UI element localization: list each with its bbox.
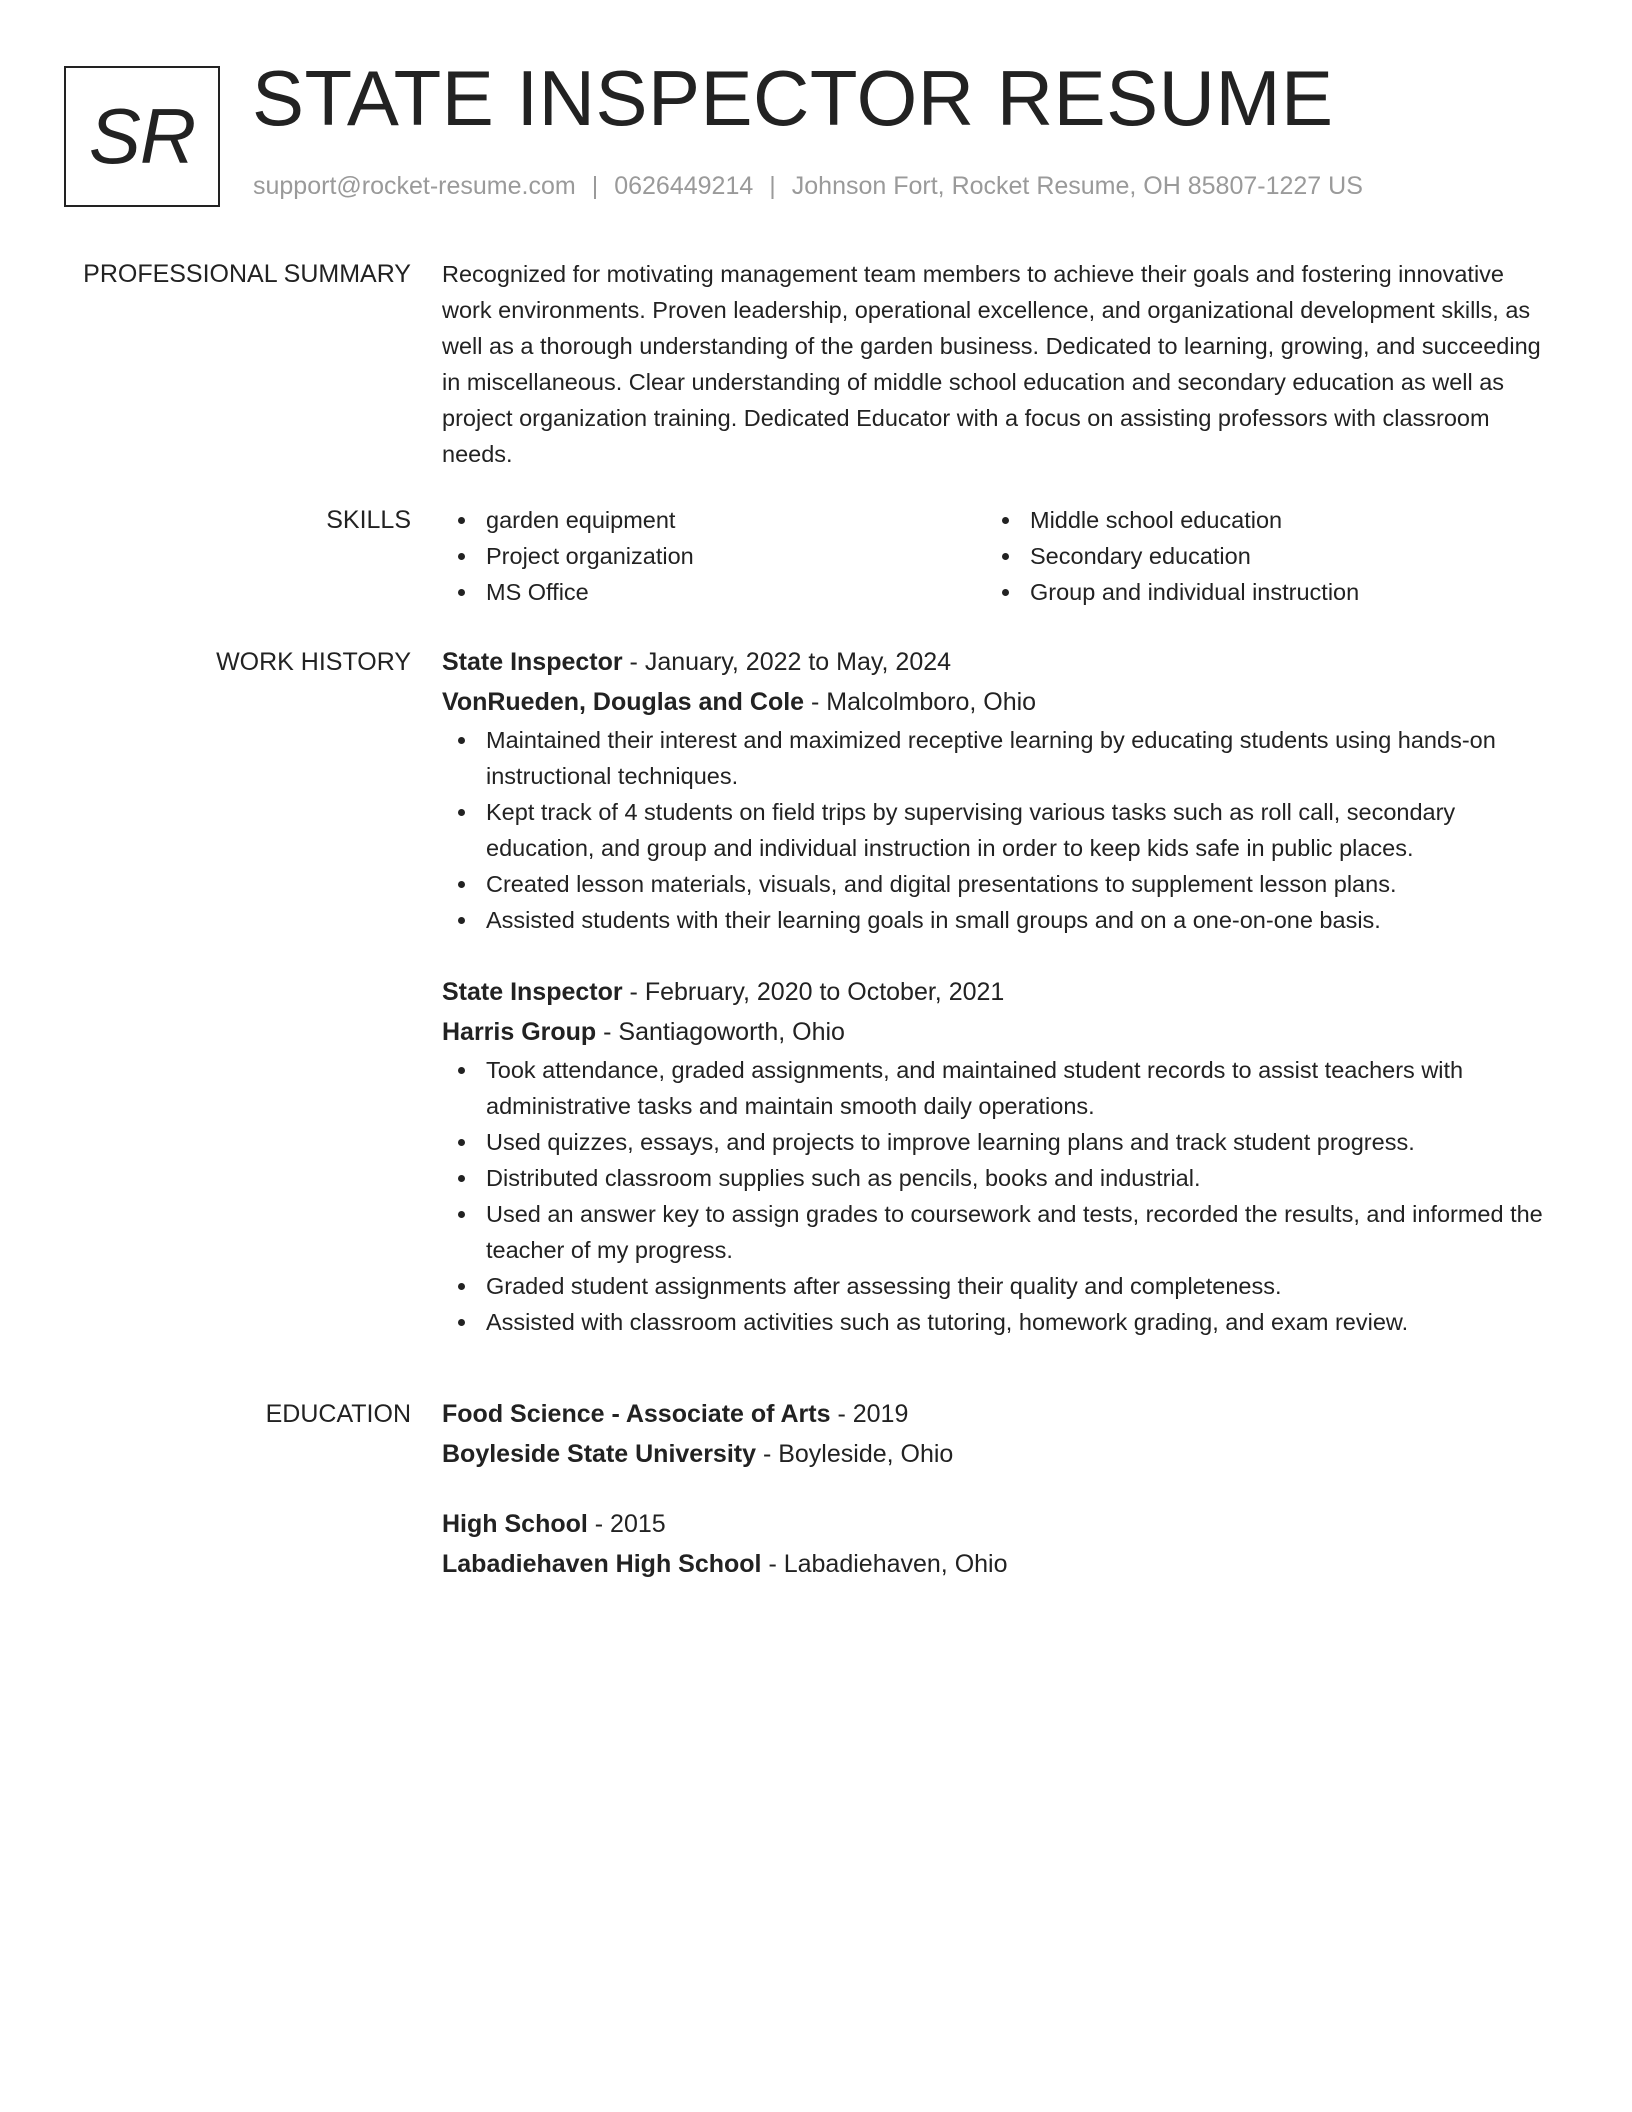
job-title-line — [442, 972, 1550, 1012]
resume-title: STATE INSPECTOR RESUME — [252, 54, 1334, 142]
job-bullet: Assisted students with their learning goals in small groups and on a one-on-one basis. — [442, 902, 1550, 938]
skill-item: Group and individual instruction — [986, 574, 1530, 610]
job-bullet: Used quizzes, essays, and projects to improve learning plans and track student progress. — [442, 1124, 1550, 1160]
skill-item: MS Office — [442, 574, 986, 610]
education-label: EDUCATION — [265, 1400, 411, 1428]
job-title-line — [442, 642, 1550, 682]
work-label: WORK HISTORY — [216, 648, 411, 676]
education-location: - Labadiehaven, Ohio — [761, 1550, 1008, 1578]
skill-item: garden equipment — [442, 502, 986, 538]
education-school: Boyleside State University — [442, 1440, 757, 1468]
job-title: State Inspector — [442, 648, 623, 676]
summary-body — [442, 256, 1550, 472]
job-dates: - January, 2022 to May, 2024 — [622, 648, 952, 676]
job-bullet: Graded student assignments after assessing their quality and completeness. — [442, 1268, 1550, 1304]
job-company-line — [442, 682, 1550, 722]
skill-item: Secondary education — [986, 538, 1530, 574]
education-degree: Food Science - Associate of Arts — [442, 1400, 831, 1428]
education-entry — [442, 1504, 1550, 1584]
education-school: Labadiehaven High School — [442, 1550, 762, 1578]
job-bullet: Assisted with classroom activities such as tutoring, homework grading, and exam review. — [442, 1304, 1550, 1340]
monogram-initials: SR — [88, 92, 196, 180]
education-school-line — [442, 1544, 1550, 1584]
education-year: - 2019 — [830, 1400, 909, 1428]
summary-text: Recognized for motivating management team members to achieve their goals and fostering innovative work environments. Proven leadership, operational excellence, and organizational development skills, as well as a thorough understanding of the garden business. Dedicated to learning, growing, and succeeding in miscellaneous. Clear understanding of middle school education and secondary education as well as project organization training. Dedicated Educator with a focus on assisting professors with classroom needs. — [442, 261, 1541, 467]
skills-list-right — [986, 502, 1530, 610]
skills-list-left — [442, 502, 986, 610]
education-degree: High School — [442, 1510, 588, 1538]
job-bullet: Used an answer key to assign grades to coursework and tests, recorded the results, and informed the teacher of my progress. — [442, 1196, 1550, 1268]
job-bullet: Distributed classroom supplies such as pencils, books and industrial. — [442, 1160, 1550, 1196]
job-bullet: Maintained their interest and maximized receptive learning by educating students using hands-on instructional techniques. — [442, 722, 1550, 794]
job-company: Harris Group — [442, 1018, 597, 1046]
education-body — [442, 1394, 1550, 1584]
job-title: State Inspector — [442, 978, 623, 1006]
education-location: - Boyleside, Ohio — [756, 1440, 954, 1468]
education-school-line — [442, 1434, 1550, 1474]
contact-address: Johnson Fort, Rocket Resume, OH 85807-1227 US — [791, 172, 1363, 200]
contact-phone: 0626449214 — [614, 172, 754, 200]
job-entry — [442, 642, 1550, 938]
contact-separator: | — [769, 172, 776, 200]
job-location: - Santiagoworth, Ohio — [596, 1018, 845, 1046]
education-degree-line — [442, 1504, 1550, 1544]
job-bullet: Took attendance, graded assignments, and maintained student records to assist teachers with administrative tasks and maintain smooth daily operations. — [442, 1052, 1550, 1124]
work-body — [442, 642, 1550, 1340]
education-year: - 2015 — [587, 1510, 666, 1538]
job-location: - Malcolmboro, Ohio — [804, 688, 1037, 716]
job-entry — [442, 972, 1550, 1340]
education-degree-line — [442, 1394, 1550, 1434]
summary-label: PROFESSIONAL SUMMARY — [83, 260, 411, 288]
contact-line — [253, 172, 1363, 201]
contact-separator: | — [591, 172, 599, 200]
skills-label: SKILLS — [326, 506, 411, 534]
monogram-box — [64, 66, 220, 207]
contact-email: support@rocket-resume.com — [253, 172, 576, 200]
skill-item: Project organization — [442, 538, 986, 574]
job-company-line — [442, 1012, 1550, 1052]
job-dates: - February, 2020 to October, 2021 — [622, 978, 1005, 1006]
education-entry — [442, 1394, 1550, 1474]
job-bullets — [442, 1052, 1550, 1340]
skills-body — [442, 502, 1550, 610]
job-company: VonRueden, Douglas and Cole — [442, 688, 805, 716]
skill-item: Middle school education — [986, 502, 1530, 538]
job-bullet: Created lesson materials, visuals, and digital presentations to supplement lesson plans. — [442, 866, 1550, 902]
job-bullets — [442, 722, 1550, 938]
job-bullet: Kept track of 4 students on field trips by supervising various tasks such as roll call, secondary education, and group and individual instruction in order to keep kids safe in public places. — [442, 794, 1550, 866]
